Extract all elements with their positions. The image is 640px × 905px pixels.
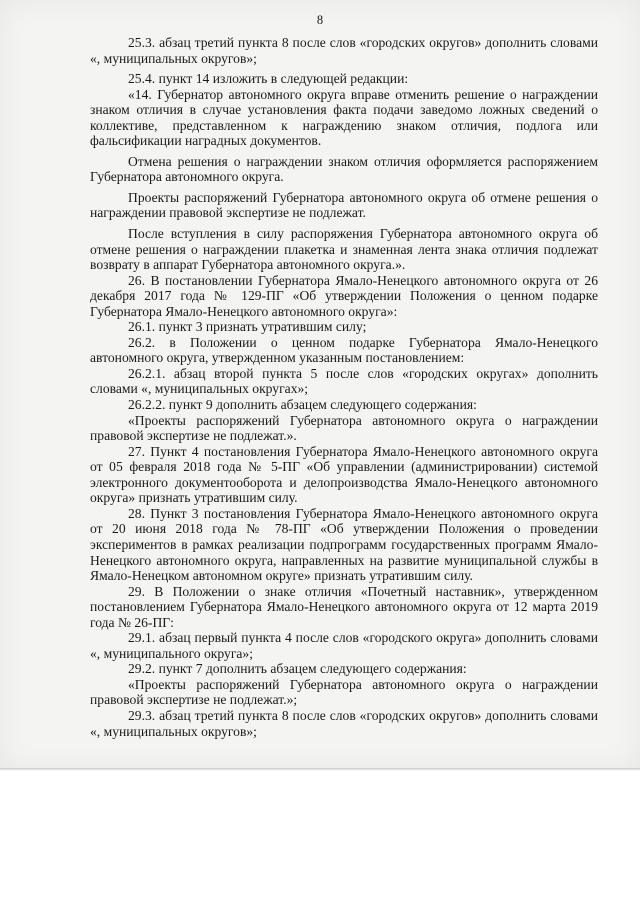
scan-edge — [0, 768, 640, 771]
paragraph-29-1: 29.1. абзац первый пункта 4 после слов «городского округа» дополнить словами «, муниципального округа»; — [90, 630, 598, 661]
paragraph-29: 29. В Положении о знаке отличия «Почетный наставник», утвержденном постановлением Губернатора Ямало-Ненецкого автономного округа от 12 марта 2019 года № 26-ПГ: — [90, 583, 598, 630]
paragraph-26-2-1: 26.2.1. абзац второй пункта 5 после слов «городских округах» дополнить словами «, муниципальных округах»; — [90, 365, 598, 397]
paragraph-25-3: 25.3. абзац третий пункта 8 после слов «городских округов» дополнить словами «, муниципальных округов»; — [90, 35, 598, 66]
paragraph-return: После вступления в силу распоряжения Губернатора автономного округа об отмене решения о награждении плакетка и знаменная лента знака отличия подлежат возврату в аппарат Губернатора автономного округа.». — [90, 226, 598, 273]
paragraph-25-4: 25.4. пункт 14 изложить в следующей редакции: — [128, 71, 409, 87]
paragraph-26-quote: «Проекты распоряжений Губернатора автономного округа о награждении правовой экспертизе не подлежат.». — [90, 412, 598, 444]
paragraph-cancellation: Отмена решения о награждении знаком отличия оформляется распоряжением Губернатора автономного округа. — [90, 153, 598, 185]
paragraph-26-1: 26.1. пункт 3 признать утратившим силу; — [128, 319, 367, 335]
paragraph-28: 28. Пункт 3 постановления Губернатора Ямало-Ненецкого автономного округа от 20 июня 2018 года № 78-ПГ «Об утверждении Положения о проведении экспериментов в рамках реализации подпрограмм государственных программ Ямало-Ненецкого автономного округа, направленных на развитие муниципальной службы в Ямало-Ненецком автономном округе» признать утратившим силу. — [90, 505, 598, 584]
paragraph-27: 27. Пункт 4 постановления Губернатора Ямало-Ненецкого автономного округа от 05 февраля 2018 года № 5-ПГ «Об управлении (администрировании) системой электронного документооборота и делопроизводства Ямало-Ненецкого автономного округа» признать утратившим силу. — [90, 443, 598, 506]
paragraph-drafts: Проекты распоряжений Губернатора автономного округа об отмене решения о награждении правовой экспертизе не подлежат. — [90, 189, 598, 221]
paragraph-29-3: 29.3. абзац третий пункта 8 после слов «городских округов» дополнить словами «, муниципальных округов»; — [90, 707, 598, 739]
paragraph-26-2-2: 26.2.2. пункт 9 дополнить абзацем следующего содержания: — [128, 397, 477, 413]
paragraph-29-quote: «Проекты распоряжений Губернатора автономного округа о награждении правовой экспертизе не подлежат.»; — [90, 676, 598, 708]
paragraph-29-2: 29.2. пункт 7 дополнить абзацем следующего содержания: — [128, 661, 467, 677]
paragraph-26: 26. В постановлении Губернатора Ямало-Ненецкого автономного округа от 26 декабря 2017 года № 129-ПГ «Об утверждении Положения о ценном подарке Губернатора Ямало-Ненецкого автономного округа»: — [90, 272, 598, 319]
page-number: 8 — [316, 13, 324, 27]
paragraph-14-quote: «14. Губернатор автономного округа вправе отменить решение о награждении знаком отличия в случае установления факта подачи заведомо ложных сведений о коллективе, представленном к награждению знаком отличия, подлога или фальсификации наградных документов. — [90, 86, 598, 149]
paragraph-26-2: 26.2. в Положении о ценном подарке Губернатора Ямало-Ненецкого автономного округа, утвержденном указанным постановлением: — [90, 334, 598, 366]
document-body — [90, 30, 598, 739]
